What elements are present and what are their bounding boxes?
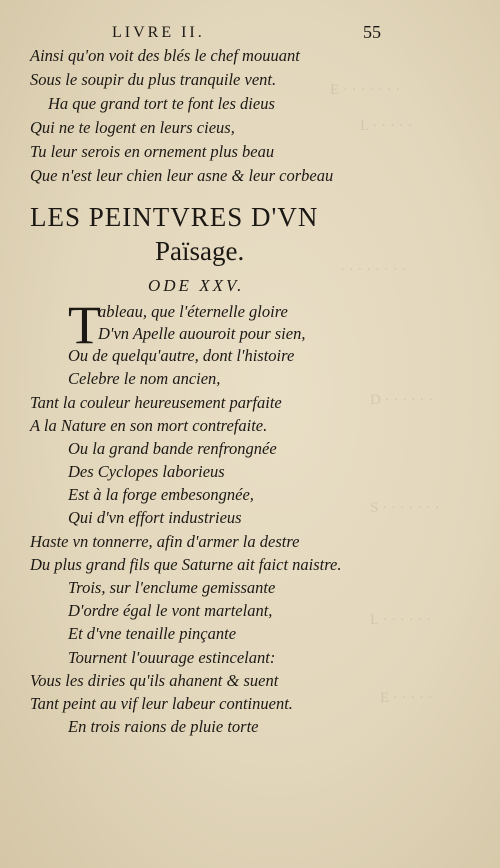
verse-line: Du plus grand fils que Saturne ait faict naistre. bbox=[30, 555, 342, 574]
show-through-texture: D · · · · · · bbox=[370, 392, 434, 408]
verse-line: Ha que grand tort te font les dieus bbox=[48, 94, 275, 113]
verse-line: Tant la couleur heureusement parfaite bbox=[30, 393, 282, 412]
verse-line: Haste vn tonnerre, afin d'armer la destre bbox=[30, 532, 300, 551]
running-head: LIVRE II. bbox=[112, 24, 205, 41]
poem-title-continuation: Païsage. bbox=[155, 236, 245, 266]
verse-line: D'ordre égal le vont martelant, bbox=[68, 601, 273, 620]
show-through-texture: E · · · · · bbox=[380, 690, 433, 706]
ode-number: ODE XXV. bbox=[148, 276, 245, 295]
verse-line: Ou de quelqu'autre, dont l'histoire bbox=[68, 346, 295, 365]
verse-line: Des Cyclopes laborieus bbox=[68, 462, 225, 481]
verse-line: Qui ne te logent en leurs cieus, bbox=[30, 118, 235, 137]
verse-line: Qui d'vn effort industrieus bbox=[68, 508, 242, 527]
verse-line: Et d'vne tenaille pinçante bbox=[68, 624, 237, 643]
drop-cap: T bbox=[68, 295, 101, 355]
verse-line: Tant peint au vif leur labeur continuent. bbox=[30, 694, 293, 713]
verse-line: Est à la forge embesongnée, bbox=[68, 485, 254, 504]
verse-line: Ainsi qu'on voit des blés le chef mouuant bbox=[30, 46, 300, 65]
verse-line: Que n'est leur chien leur asne & leur corbeau bbox=[30, 166, 334, 185]
show-through-texture: L · · · · · · bbox=[370, 612, 432, 628]
show-through-texture: S · · · · · · · bbox=[370, 500, 440, 516]
verse-line: D'vn Apelle auouroit pour sien, bbox=[98, 324, 306, 343]
verse-line: Tournent l'ouurage estincelant: bbox=[68, 648, 276, 667]
verse-line: Tu leur serois en ornement plus beau bbox=[30, 142, 275, 161]
show-through-texture: L · · · · · bbox=[360, 118, 413, 134]
verse-line: Sous le soupir du plus tranquile vent. bbox=[30, 70, 277, 89]
show-through-texture: · · · · · · · · bbox=[340, 262, 407, 278]
verse-line: Vous les diries qu'ils ahanent & suent bbox=[30, 671, 279, 690]
verse-line: A la Nature en son mort contrefaite. bbox=[30, 416, 268, 435]
verse-line: Trois, sur l'enclume gemissante bbox=[68, 578, 276, 597]
verse-line: Celebre le nom ancien, bbox=[68, 369, 221, 388]
verse-line: En trois raions de pluie torte bbox=[68, 717, 259, 736]
show-through-texture: E · · · · · · · bbox=[330, 82, 401, 98]
poem-title: LES PEINTVRES D'VN bbox=[30, 202, 319, 232]
page-number: 55 bbox=[363, 22, 381, 42]
verse-line: Ou la grand bande renfrongnée bbox=[68, 439, 277, 458]
verse-line: ableau, que l'éternelle gloire bbox=[98, 302, 288, 321]
